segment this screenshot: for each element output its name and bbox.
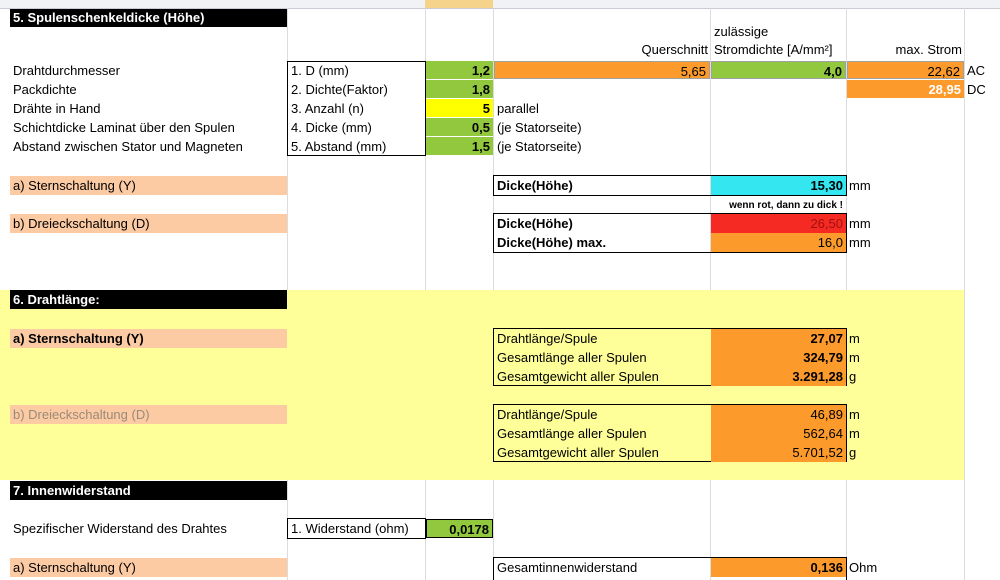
section5-dreieck-label: b) Dreieckschaltung (D) <box>10 214 287 233</box>
dreieck-gesamtlaenge-label: Gesamtlänge aller Spulen <box>497 426 647 441</box>
param-abstand: 5. Abstand (mm) <box>291 139 387 154</box>
header-stromdichte-line1: zulässige <box>714 24 769 39</box>
header-stromdichte-line2: Stromdichte [A/mm²] <box>714 42 833 57</box>
label-draehte-in-hand: Drähte in Hand <box>13 101 101 116</box>
stromdichte-value[interactable]: 4,0 <box>711 61 846 79</box>
param-widerstand: 1. Widerstand (ohm) <box>291 521 409 536</box>
stern-gesamtgewicht-value[interactable]: 3.291,28 <box>711 367 846 386</box>
dicke-dreieck-unit: mm <box>849 216 871 231</box>
innenwiderstand-label: Gesamtinnenwiderstand <box>497 560 638 575</box>
label-ac: AC <box>967 63 986 78</box>
input-widerstand[interactable]: 0,0178 <box>426 519 493 538</box>
max-strom-dc-value[interactable]: 28,95 <box>847 80 964 98</box>
dreieck-laenge-value[interactable]: 46,89 <box>711 405 846 424</box>
section-7-title: 7. Innenwiderstand <box>10 481 287 500</box>
input-anzahl[interactable]: 5 <box>426 99 493 117</box>
label-abstand: Abstand zwischen Stator und Magneten <box>13 139 243 154</box>
dreieck-gesamtlaenge-unit: m <box>849 426 860 441</box>
section5-stern-label: a) Sternschaltung (Y) <box>10 176 287 195</box>
dreieck-gesamtgewicht-unit: g <box>849 445 857 460</box>
dicke-dreieck-value[interactable]: 26,50 <box>711 214 846 233</box>
label-dc: DC <box>967 82 986 97</box>
dreieck-gesamtlaenge-value[interactable]: 562,64 <box>711 424 846 443</box>
stern-gesamtlaenge-value[interactable]: 324,79 <box>711 348 846 367</box>
param-anzahl: 3. Anzahl (n) <box>291 101 364 116</box>
section-5-title: 5. Spulenschenkeldicke (Höhe) <box>10 9 287 27</box>
dicke-max-unit: mm <box>849 235 871 250</box>
dreieck-gesamtgewicht-value[interactable]: 5.701,52 <box>711 443 846 462</box>
label-spez-widerstand: Spezifischer Widerstand des Drahtes <box>13 521 227 536</box>
max-strom-ac-value[interactable]: 22,62 <box>847 61 964 79</box>
stern-laenge-unit: m <box>849 331 860 346</box>
innenwiderstand-unit: Ohm <box>849 560 878 575</box>
stern-gesamtlaenge-label: Gesamtlänge aller Spulen <box>497 350 647 365</box>
stern-gesamtgewicht-unit: g <box>849 369 857 384</box>
selected-column-header[interactable] <box>425 0 493 8</box>
dicke-max-label: Dicke(Höhe) max. <box>497 235 607 250</box>
header-querschnitt: Querschnitt <box>641 42 708 57</box>
stern-laenge-label: Drahtlänge/Spule <box>497 331 598 346</box>
innenwiderstand-value[interactable]: 0,136 <box>711 558 846 577</box>
dicke-max-value[interactable]: 16,0 <box>711 233 846 252</box>
section6-dreieck-label: b) Dreieckschaltung (D) <box>10 405 287 424</box>
section6-stern-label: a) Sternschaltung (Y) <box>10 329 287 348</box>
label-packdichte: Packdichte <box>13 82 77 97</box>
dicke-stern-unit: mm <box>849 178 871 193</box>
param-d: 1. D (mm) <box>291 63 349 78</box>
note-statorseite-2: (je Statorseite) <box>497 139 582 154</box>
input-dicke[interactable]: 0,5 <box>426 118 493 136</box>
dicke-stern-label: Dicke(Höhe) <box>497 178 573 193</box>
input-d[interactable]: 1,2 <box>426 61 493 79</box>
note-parallel: parallel <box>497 101 539 116</box>
param-dichte: 2. Dichte(Faktor) <box>291 82 388 97</box>
stern-laenge-value[interactable]: 27,07 <box>711 329 846 348</box>
column-header-bar[interactable] <box>0 0 1000 9</box>
input-dichte[interactable]: 1,8 <box>426 80 493 98</box>
input-abstand[interactable]: 1,5 <box>426 137 493 155</box>
dreieck-laenge-label: Drahtlänge/Spule <box>497 407 598 422</box>
label-drahtdurchmesser: Drahtdurchmesser <box>13 63 120 78</box>
label-schichtdicke: Schichtdicke Laminat über den Spulen <box>13 120 235 135</box>
dreieck-gesamtgewicht-label: Gesamtgewicht aller Spulen <box>497 445 659 460</box>
stern-gesamtlaenge-unit: m <box>849 350 860 365</box>
dreieck-laenge-unit: m <box>849 407 860 422</box>
stern-gesamtgewicht-label: Gesamtgewicht aller Spulen <box>497 369 659 384</box>
section7-stern-label: a) Sternschaltung (Y) <box>10 558 287 577</box>
note-statorseite-1: (je Statorseite) <box>497 120 582 135</box>
param-dicke: 4. Dicke (mm) <box>291 120 372 135</box>
querschnitt-value[interactable]: 5,65 <box>494 61 710 79</box>
hint-text: wenn rot, dann zu dick ! <box>729 200 843 211</box>
header-max-strom: max. Strom <box>895 42 962 57</box>
dicke-dreieck-label: Dicke(Höhe) <box>497 216 573 231</box>
dicke-stern-value[interactable]: 15,30 <box>711 176 846 195</box>
section-6-title: 6. Drahtlänge: <box>10 290 287 309</box>
